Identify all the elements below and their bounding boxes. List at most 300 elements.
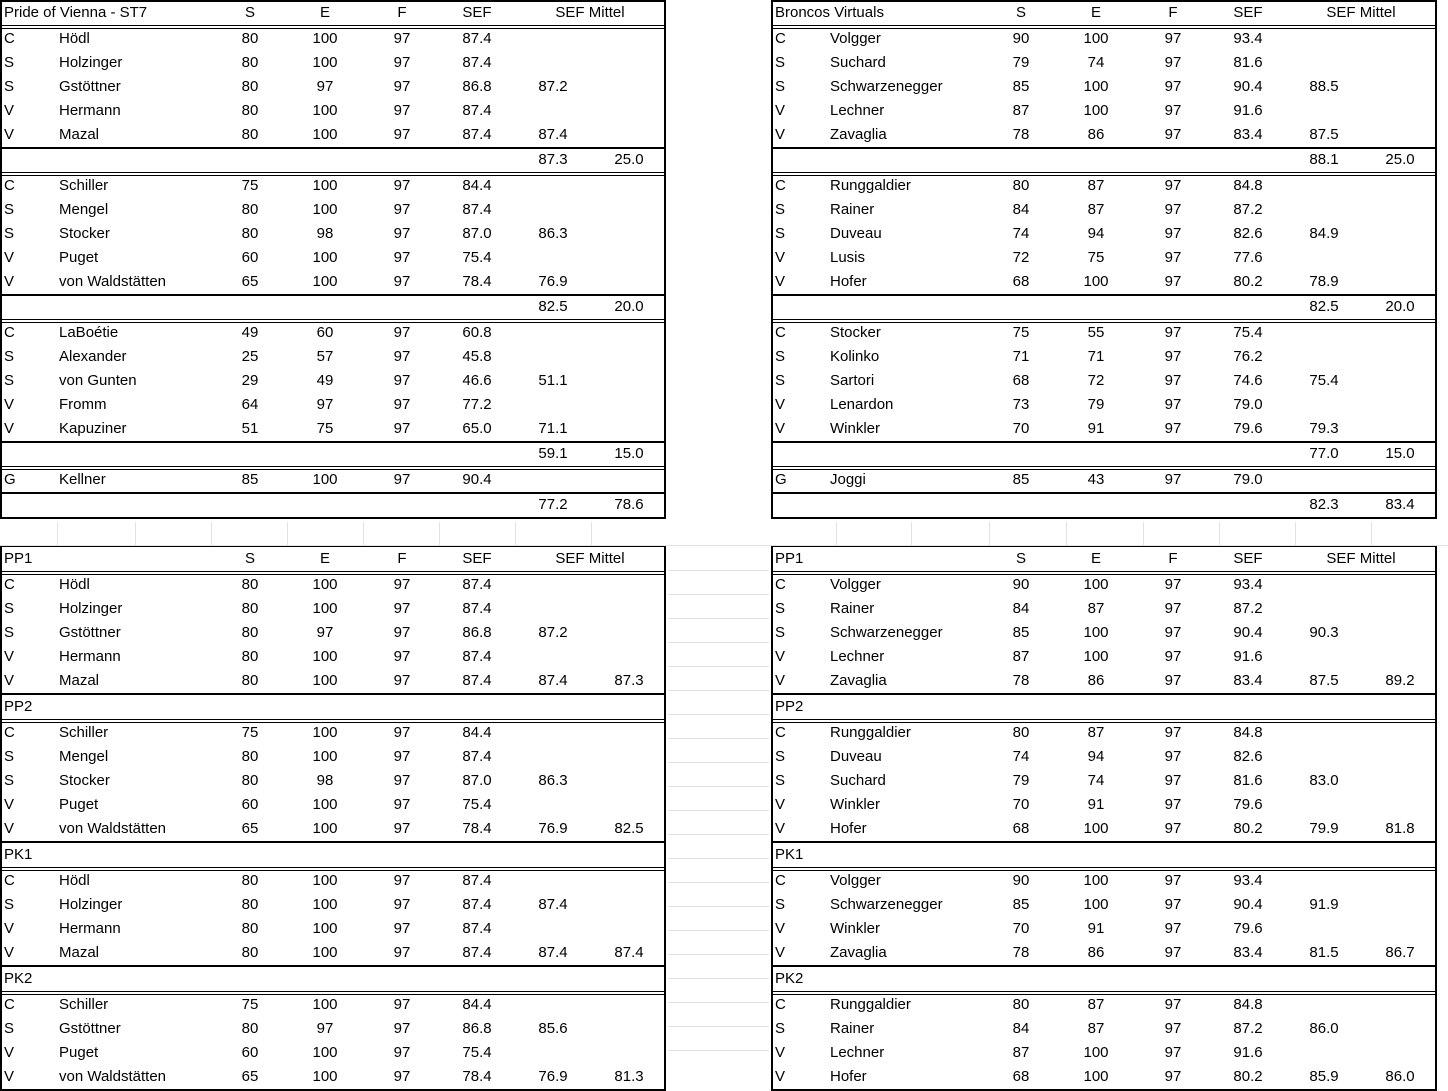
stat-f-cell[interactable]: 97 xyxy=(1164,648,1182,665)
stat-f-cell[interactable]: 97 xyxy=(393,396,411,413)
stat-e-cell[interactable]: 100 xyxy=(1083,872,1109,889)
position-cell[interactable]: C xyxy=(4,30,15,47)
stat-f-cell[interactable]: 97 xyxy=(393,126,411,143)
player-row[interactable] xyxy=(0,793,666,817)
stat-e-cell[interactable]: 100 xyxy=(312,273,338,290)
player-name-cell[interactable]: Runggaldier xyxy=(830,996,911,1013)
player-name-cell[interactable]: Schiller xyxy=(59,177,109,194)
stat-s-cell[interactable]: 75 xyxy=(241,724,259,741)
player-row[interactable] xyxy=(0,270,666,294)
line-total-cell[interactable]: 59.1 xyxy=(538,445,568,462)
stat-e-cell[interactable]: 86 xyxy=(1087,944,1105,961)
stat-s-cell[interactable]: 85 xyxy=(1012,78,1030,95)
position-cell[interactable]: C xyxy=(4,177,15,194)
player-name-cell[interactable]: Stocker xyxy=(59,772,110,789)
stat-f-cell[interactable]: 97 xyxy=(1164,1044,1182,1061)
player-name-cell[interactable]: Holzinger xyxy=(59,896,123,913)
player-name-cell[interactable]: Hödl xyxy=(59,872,90,889)
stat-s-cell[interactable]: 80 xyxy=(241,225,259,242)
sef-cell[interactable]: 81.6 xyxy=(1233,54,1263,71)
stat-s-cell[interactable]: 68 xyxy=(1012,273,1030,290)
line-weight-cell[interactable]: 20.0 xyxy=(614,298,644,315)
player-name-cell[interactable]: Mengel xyxy=(59,748,109,765)
player-name-cell[interactable]: Schwarzenegger xyxy=(830,896,943,913)
stat-e-cell[interactable]: 100 xyxy=(312,796,338,813)
line-weight-cell[interactable]: 20.0 xyxy=(1385,298,1415,315)
position-cell[interactable]: S xyxy=(4,772,15,789)
stat-f-cell[interactable]: 97 xyxy=(393,648,411,665)
position-cell[interactable]: S xyxy=(775,372,786,389)
player-name-cell[interactable]: Hermann xyxy=(59,102,121,119)
stat-f-cell[interactable]: 97 xyxy=(393,348,411,365)
stat-s-cell[interactable]: 60 xyxy=(241,796,259,813)
player-row[interactable] xyxy=(0,721,666,745)
position-cell[interactable]: C xyxy=(775,324,786,341)
sef-mittel-cell[interactable]: 81.5 xyxy=(1309,944,1339,961)
col-header-f[interactable]: F xyxy=(1168,550,1178,567)
position-cell[interactable]: V xyxy=(775,249,786,266)
player-row[interactable] xyxy=(0,468,666,492)
col-header-e[interactable]: E xyxy=(1090,4,1101,21)
player-row[interactable] xyxy=(0,345,666,369)
stat-e-cell[interactable]: 100 xyxy=(1083,576,1109,593)
position-cell[interactable]: S xyxy=(775,348,786,365)
player-name-cell[interactable]: Hödl xyxy=(59,576,90,593)
position-cell[interactable]: S xyxy=(775,600,786,617)
player-name-cell[interactable]: Zavaglia xyxy=(830,126,887,143)
line-weight-cell[interactable]: 15.0 xyxy=(614,445,644,462)
col-header-f[interactable]: F xyxy=(397,550,407,567)
line-total-cell[interactable]: 88.1 xyxy=(1309,151,1339,168)
stat-f-cell[interactable]: 97 xyxy=(1164,872,1182,889)
stat-s-cell[interactable]: 65 xyxy=(241,1068,259,1085)
sef-cell[interactable]: 87.2 xyxy=(1233,600,1263,617)
player-row[interactable] xyxy=(0,769,666,793)
position-cell[interactable]: V xyxy=(775,102,786,119)
stat-f-cell[interactable]: 97 xyxy=(1164,796,1182,813)
stat-s-cell[interactable]: 80 xyxy=(241,648,259,665)
stat-e-cell[interactable]: 100 xyxy=(312,1068,338,1085)
stat-f-cell[interactable]: 97 xyxy=(1164,920,1182,937)
player-row[interactable] xyxy=(0,99,666,123)
stat-f-cell[interactable]: 97 xyxy=(393,896,411,913)
player-row[interactable] xyxy=(0,817,666,841)
player-name-cell[interactable]: Winkler xyxy=(830,420,881,437)
stat-e-cell[interactable]: 100 xyxy=(1083,273,1109,290)
stat-s-cell[interactable]: 60 xyxy=(241,249,259,266)
stat-e-cell[interactable]: 100 xyxy=(1083,624,1109,641)
stat-f-cell[interactable]: 97 xyxy=(1164,471,1182,488)
sef-cell[interactable]: 76.2 xyxy=(1233,348,1263,365)
stat-s-cell[interactable]: 75 xyxy=(1012,324,1030,341)
stat-f-cell[interactable]: 97 xyxy=(393,872,411,889)
player-row[interactable] xyxy=(771,222,1437,246)
player-name-cell[interactable]: Duveau xyxy=(830,225,882,242)
sef-mittel-cell[interactable]: 79.9 xyxy=(1309,820,1339,837)
position-cell[interactable]: S xyxy=(775,54,786,71)
player-row[interactable] xyxy=(771,75,1437,99)
stat-e-cell[interactable]: 72 xyxy=(1087,372,1105,389)
position-cell[interactable]: S xyxy=(4,1020,15,1037)
sef-cell[interactable]: 82.6 xyxy=(1233,748,1263,765)
sef-cell[interactable]: 90.4 xyxy=(1233,896,1263,913)
stat-e-cell[interactable]: 100 xyxy=(312,872,338,889)
stat-f-cell[interactable]: 97 xyxy=(393,944,411,961)
stat-s-cell[interactable]: 78 xyxy=(1012,126,1030,143)
player-row[interactable] xyxy=(0,51,666,75)
stat-s-cell[interactable]: 80 xyxy=(241,920,259,937)
stat-f-cell[interactable]: 97 xyxy=(1164,54,1182,71)
stat-e-cell[interactable]: 100 xyxy=(312,944,338,961)
position-cell[interactable]: S xyxy=(4,372,15,389)
player-name-cell[interactable]: von Gunten xyxy=(59,372,137,389)
position-cell[interactable]: V xyxy=(775,126,786,143)
stat-f-cell[interactable]: 97 xyxy=(1164,672,1182,689)
player-row[interactable] xyxy=(771,669,1437,693)
col-header-s[interactable]: S xyxy=(1015,550,1026,567)
stat-s-cell[interactable]: 80 xyxy=(241,102,259,119)
player-row[interactable] xyxy=(771,345,1437,369)
player-row[interactable] xyxy=(771,174,1437,198)
stat-f-cell[interactable]: 97 xyxy=(393,102,411,119)
sef-mittel-cell[interactable]: 83.0 xyxy=(1309,772,1339,789)
stat-f-cell[interactable]: 97 xyxy=(1164,78,1182,95)
sef-cell[interactable]: 87.2 xyxy=(1233,201,1263,218)
player-name-cell[interactable]: Holzinger xyxy=(59,54,123,71)
stat-s-cell[interactable]: 72 xyxy=(1012,249,1030,266)
position-cell[interactable]: V xyxy=(4,1068,15,1085)
col-header-sef[interactable]: SEF xyxy=(1233,4,1263,21)
player-row[interactable] xyxy=(771,468,1437,492)
sef-mittel-cell[interactable]: 76.9 xyxy=(538,1068,568,1085)
stat-e-cell[interactable]: 100 xyxy=(312,724,338,741)
group-average-cell[interactable]: 87.3 xyxy=(614,672,644,689)
sef-cell[interactable]: 80.2 xyxy=(1233,273,1263,290)
col-header-s[interactable]: S xyxy=(244,550,255,567)
position-cell[interactable]: C xyxy=(775,576,786,593)
position-cell[interactable]: V xyxy=(4,672,15,689)
stat-e-cell[interactable]: 75 xyxy=(316,420,334,437)
stat-e-cell[interactable]: 100 xyxy=(1083,30,1109,47)
player-row[interactable] xyxy=(771,793,1437,817)
stat-f-cell[interactable]: 97 xyxy=(1164,576,1182,593)
player-name-cell[interactable]: Hofer xyxy=(830,1068,867,1085)
sef-cell[interactable]: 84.4 xyxy=(462,724,492,741)
stat-s-cell[interactable]: 79 xyxy=(1012,772,1030,789)
sef-mittel-cell[interactable]: 90.3 xyxy=(1309,624,1339,641)
player-name-cell[interactable]: Gstöttner xyxy=(59,78,121,95)
sef-cell[interactable]: 83.4 xyxy=(1233,126,1263,143)
position-cell[interactable]: V xyxy=(775,1044,786,1061)
stat-s-cell[interactable]: 29 xyxy=(241,372,259,389)
player-row[interactable] xyxy=(771,869,1437,893)
stat-f-cell[interactable]: 97 xyxy=(1164,624,1182,641)
player-name-cell[interactable]: Lechner xyxy=(830,1044,885,1061)
player-name-cell[interactable]: Alexander xyxy=(59,348,127,365)
player-row[interactable] xyxy=(0,869,666,893)
stat-e-cell[interactable]: 100 xyxy=(312,126,338,143)
sef-cell[interactable]: 91.6 xyxy=(1233,648,1263,665)
stat-s-cell[interactable]: 80 xyxy=(241,944,259,961)
position-cell[interactable]: S xyxy=(4,600,15,617)
sef-cell[interactable]: 45.8 xyxy=(462,348,492,365)
stat-f-cell[interactable]: 97 xyxy=(393,324,411,341)
sef-cell[interactable]: 87.4 xyxy=(462,920,492,937)
stat-s-cell[interactable]: 80 xyxy=(241,748,259,765)
player-name-cell[interactable]: Kapuziner xyxy=(59,420,127,437)
sef-mittel-cell[interactable]: 87.5 xyxy=(1309,672,1339,689)
player-row[interactable] xyxy=(0,246,666,270)
line-total-cell[interactable]: 77.0 xyxy=(1309,445,1339,462)
stat-s-cell[interactable]: 80 xyxy=(241,624,259,641)
sef-cell[interactable]: 82.6 xyxy=(1233,225,1263,242)
group-title[interactable]: PK1 xyxy=(775,846,804,863)
player-row[interactable] xyxy=(771,417,1437,441)
player-name-cell[interactable]: Holzinger xyxy=(59,600,123,617)
position-cell[interactable]: S xyxy=(4,348,15,365)
col-header-e[interactable]: E xyxy=(319,4,330,21)
sef-mittel-cell[interactable]: 75.4 xyxy=(1309,372,1339,389)
sef-cell[interactable]: 87.2 xyxy=(1233,1020,1263,1037)
position-cell[interactable]: C xyxy=(775,30,786,47)
stat-f-cell[interactable]: 97 xyxy=(393,225,411,242)
sef-cell[interactable]: 84.4 xyxy=(462,996,492,1013)
team-name[interactable]: Pride of Vienna - ST7 xyxy=(4,4,148,21)
sef-mittel-cell[interactable]: 87.4 xyxy=(538,944,568,961)
player-row[interactable] xyxy=(771,917,1437,941)
position-cell[interactable]: C xyxy=(4,872,15,889)
stat-e-cell[interactable]: 100 xyxy=(1083,820,1109,837)
position-cell[interactable]: S xyxy=(775,201,786,218)
player-name-cell[interactable]: Stocker xyxy=(59,225,110,242)
sef-mittel-cell[interactable]: 85.9 xyxy=(1309,1068,1339,1085)
stat-e-cell[interactable]: 60 xyxy=(316,324,334,341)
stat-e-cell[interactable]: 100 xyxy=(312,996,338,1013)
player-name-cell[interactable]: Winkler xyxy=(830,796,881,813)
stat-e-cell[interactable]: 100 xyxy=(312,471,338,488)
stat-f-cell[interactable]: 97 xyxy=(1164,102,1182,119)
stat-s-cell[interactable]: 80 xyxy=(241,772,259,789)
sef-cell[interactable]: 87.4 xyxy=(462,30,492,47)
position-cell[interactable]: V xyxy=(775,944,786,961)
position-cell[interactable]: C xyxy=(4,724,15,741)
position-cell[interactable]: S xyxy=(4,201,15,218)
col-header-f[interactable]: F xyxy=(397,4,407,21)
player-row[interactable] xyxy=(0,941,666,965)
player-name-cell[interactable]: Rainer xyxy=(830,1020,875,1037)
stat-e-cell[interactable]: 97 xyxy=(316,396,334,413)
sef-mittel-cell[interactable]: 51.1 xyxy=(538,372,568,389)
player-row[interactable] xyxy=(0,198,666,222)
col-header-sef-mittel[interactable]: SEF Mittel xyxy=(1326,550,1396,567)
sef-mittel-cell[interactable]: 86.3 xyxy=(538,772,568,789)
group-title[interactable]: PK2 xyxy=(775,970,804,987)
sef-mittel-cell[interactable]: 79.3 xyxy=(1309,420,1339,437)
stat-f-cell[interactable]: 97 xyxy=(1164,348,1182,365)
stat-e-cell[interactable]: 100 xyxy=(1083,896,1109,913)
stat-f-cell[interactable]: 97 xyxy=(1164,30,1182,47)
stat-e-cell[interactable]: 100 xyxy=(312,1044,338,1061)
col-header-e[interactable]: E xyxy=(1090,550,1101,567)
stat-e-cell[interactable]: 87 xyxy=(1087,600,1105,617)
stat-s-cell[interactable]: 80 xyxy=(241,78,259,95)
player-name-cell[interactable]: Hödl xyxy=(59,30,90,47)
stat-e-cell[interactable]: 97 xyxy=(316,1020,334,1037)
position-cell[interactable]: S xyxy=(4,748,15,765)
stat-s-cell[interactable]: 70 xyxy=(1012,920,1030,937)
stat-s-cell[interactable]: 64 xyxy=(241,396,259,413)
stat-f-cell[interactable]: 97 xyxy=(1164,396,1182,413)
position-cell[interactable]: S xyxy=(4,624,15,641)
sef-cell[interactable]: 87.4 xyxy=(462,748,492,765)
stat-s-cell[interactable]: 68 xyxy=(1012,820,1030,837)
player-name-cell[interactable]: Gstöttner xyxy=(59,624,121,641)
player-row[interactable] xyxy=(771,597,1437,621)
stat-f-cell[interactable]: 97 xyxy=(1164,748,1182,765)
sef-cell[interactable]: 87.0 xyxy=(462,225,492,242)
player-name-cell[interactable]: Schiller xyxy=(59,724,109,741)
stat-e-cell[interactable]: 87 xyxy=(1087,1020,1105,1037)
stat-e-cell[interactable]: 100 xyxy=(312,102,338,119)
position-cell[interactable]: V xyxy=(4,796,15,813)
sef-cell[interactable]: 87.4 xyxy=(462,201,492,218)
col-header-sef[interactable]: SEF xyxy=(1233,550,1263,567)
stat-e-cell[interactable]: 94 xyxy=(1087,748,1105,765)
player-row[interactable] xyxy=(771,817,1437,841)
player-name-cell[interactable]: LaBoétie xyxy=(59,324,119,341)
stat-e-cell[interactable]: 74 xyxy=(1087,772,1105,789)
player-name-cell[interactable]: Runggaldier xyxy=(830,177,911,194)
player-row[interactable] xyxy=(0,993,666,1017)
position-cell[interactable]: V xyxy=(4,102,15,119)
player-name-cell[interactable]: Volgger xyxy=(830,872,881,889)
sef-cell[interactable]: 83.4 xyxy=(1233,672,1263,689)
line-weight-cell[interactable]: 78.6 xyxy=(614,496,644,513)
stat-f-cell[interactable]: 97 xyxy=(393,471,411,488)
stat-s-cell[interactable]: 87 xyxy=(1012,102,1030,119)
stat-s-cell[interactable]: 68 xyxy=(1012,372,1030,389)
line-total-cell[interactable]: 82.3 xyxy=(1309,496,1339,513)
player-row[interactable] xyxy=(0,621,666,645)
stat-s-cell[interactable]: 90 xyxy=(1012,872,1030,889)
sef-cell[interactable]: 83.4 xyxy=(1233,944,1263,961)
position-cell[interactable]: S xyxy=(775,1020,786,1037)
sef-cell[interactable]: 90.4 xyxy=(1233,78,1263,95)
player-name-cell[interactable]: Puget xyxy=(59,249,99,266)
player-name-cell[interactable]: Zavaglia xyxy=(830,944,887,961)
stat-s-cell[interactable]: 85 xyxy=(1012,896,1030,913)
sef-cell[interactable]: 87.4 xyxy=(462,126,492,143)
stat-e-cell[interactable]: 91 xyxy=(1087,420,1105,437)
player-name-cell[interactable]: Rainer xyxy=(830,600,875,617)
stat-f-cell[interactable]: 97 xyxy=(393,576,411,593)
line-total-cell[interactable]: 77.2 xyxy=(538,496,568,513)
team-name[interactable]: Broncos Virtuals xyxy=(775,4,884,21)
stat-s-cell[interactable]: 85 xyxy=(1012,624,1030,641)
group-title[interactable]: PP2 xyxy=(4,698,33,715)
player-name-cell[interactable]: von Waldstätten xyxy=(59,273,166,290)
stat-s-cell[interactable]: 80 xyxy=(241,600,259,617)
col-header-f[interactable]: F xyxy=(1168,4,1178,21)
position-cell[interactable]: S xyxy=(775,772,786,789)
sef-cell[interactable]: 77.6 xyxy=(1233,249,1263,266)
position-cell[interactable]: V xyxy=(775,820,786,837)
player-name-cell[interactable]: Gstöttner xyxy=(59,1020,121,1037)
player-row[interactable] xyxy=(771,993,1437,1017)
sef-cell[interactable]: 78.4 xyxy=(462,820,492,837)
position-cell[interactable]: V xyxy=(4,1044,15,1061)
player-name-cell[interactable]: Mazal xyxy=(59,126,100,143)
stat-f-cell[interactable]: 97 xyxy=(1164,1068,1182,1085)
player-name-cell[interactable]: Puget xyxy=(59,796,99,813)
sef-mittel-cell[interactable]: 87.4 xyxy=(538,672,568,689)
stat-s-cell[interactable]: 65 xyxy=(241,273,259,290)
player-row[interactable] xyxy=(0,27,666,51)
player-name-cell[interactable]: Kellner xyxy=(59,471,106,488)
player-name-cell[interactable]: von Waldstätten xyxy=(59,1068,166,1085)
stat-e-cell[interactable]: 100 xyxy=(312,249,338,266)
player-name-cell[interactable]: Schiller xyxy=(59,996,109,1013)
stat-e-cell[interactable]: 87 xyxy=(1087,724,1105,741)
sef-cell[interactable]: 87.4 xyxy=(462,54,492,71)
player-row[interactable] xyxy=(771,99,1437,123)
stat-e-cell[interactable]: 100 xyxy=(312,177,338,194)
stat-f-cell[interactable]: 97 xyxy=(1164,724,1182,741)
sef-cell[interactable]: 86.8 xyxy=(462,1020,492,1037)
sef-cell[interactable]: 80.2 xyxy=(1233,1068,1263,1085)
stat-e-cell[interactable]: 43 xyxy=(1087,471,1105,488)
sef-cell[interactable]: 78.4 xyxy=(462,1068,492,1085)
player-row[interactable] xyxy=(0,669,666,693)
player-name-cell[interactable]: Suchard xyxy=(830,772,886,789)
stat-s-cell[interactable]: 80 xyxy=(241,30,259,47)
stat-s-cell[interactable]: 85 xyxy=(1012,471,1030,488)
stat-f-cell[interactable]: 97 xyxy=(1164,772,1182,789)
position-cell[interactable]: V xyxy=(4,396,15,413)
stat-f-cell[interactable]: 97 xyxy=(1164,324,1182,341)
stat-f-cell[interactable]: 97 xyxy=(393,54,411,71)
stat-s-cell[interactable]: 90 xyxy=(1012,30,1030,47)
stat-s-cell[interactable]: 80 xyxy=(241,896,259,913)
player-name-cell[interactable]: Hermann xyxy=(59,648,121,665)
stat-f-cell[interactable]: 97 xyxy=(393,177,411,194)
sef-cell[interactable]: 91.6 xyxy=(1233,1044,1263,1061)
player-name-cell[interactable]: Sartori xyxy=(830,372,875,389)
player-name-cell[interactable]: Schwarzenegger xyxy=(830,624,943,641)
stat-f-cell[interactable]: 97 xyxy=(1164,896,1182,913)
stat-e-cell[interactable]: 100 xyxy=(312,920,338,937)
col-header-sef-mittel[interactable]: SEF Mittel xyxy=(1326,4,1396,21)
player-row[interactable] xyxy=(0,1017,666,1041)
stat-s-cell[interactable]: 78 xyxy=(1012,672,1030,689)
stat-e-cell[interactable]: 86 xyxy=(1087,126,1105,143)
position-cell[interactable]: S xyxy=(775,78,786,95)
player-row[interactable] xyxy=(771,1017,1437,1041)
sef-cell[interactable]: 79.6 xyxy=(1233,920,1263,937)
position-cell[interactable]: G xyxy=(4,471,16,488)
position-cell[interactable]: V xyxy=(4,648,15,665)
group-title[interactable]: PP1 xyxy=(775,550,804,567)
position-cell[interactable]: C xyxy=(775,724,786,741)
stat-e-cell[interactable]: 100 xyxy=(312,54,338,71)
sef-mittel-cell[interactable]: 76.9 xyxy=(538,820,568,837)
sef-cell[interactable]: 78.4 xyxy=(462,273,492,290)
sef-mittel-cell[interactable]: 88.5 xyxy=(1309,78,1339,95)
stat-s-cell[interactable]: 80 xyxy=(241,201,259,218)
sef-cell[interactable]: 77.2 xyxy=(462,396,492,413)
stat-s-cell[interactable]: 80 xyxy=(241,872,259,889)
group-title[interactable]: PK2 xyxy=(4,970,33,987)
